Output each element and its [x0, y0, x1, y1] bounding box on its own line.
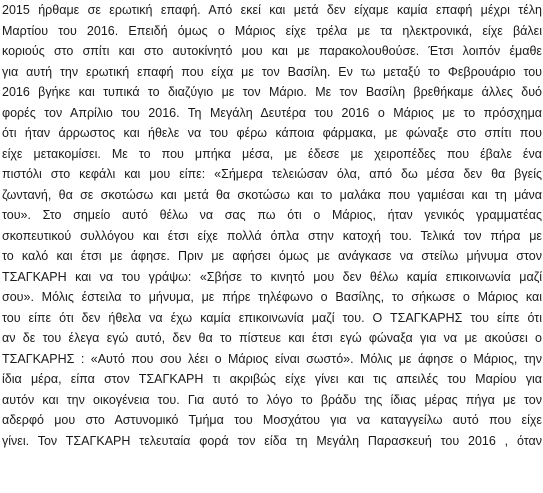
text-line-4: για αυτή την ερωτική επαφή που είχα με τον Βασίλη. Εν τω μεταξύ το Φεβρουάριο του: [2, 64, 542, 79]
text-line-3: κοριούς στο σπίτι και στο αυτοκίνητό μου και με παρακολουθούσε. Έτσι λοιπόν έμαθε: [2, 44, 542, 58]
text-line-20: αυτόν και την οικογένεια του. Για αυτό το λόγο το βράδυ της ίδιας μέρας πήγα με τον: [2, 392, 542, 407]
text-line-6: φορές τον Απρίλιο του 2016. Τη Μεγάλη Δευτέρα του 2016 ο Μάριος με το πρόσχημα: [2, 105, 542, 120]
document-body: [2, 0, 542, 451]
text-line-1: 2015 ήρθαμε σε ερωτική επαφή. Από εκεί και μετά δεν είχαμε καμία επαφή μέχρι τέλη: [2, 3, 542, 17]
text-line-18: ΤΣΑΓΚΑΡΗΣ : «Αυτό που σου λέει ο Μάριος είναι σωστό». Μόλις με άφησε ο Μάριος, την: [2, 351, 542, 366]
text-line-2: Μαρτίου του 2016. Επειδή όμως ο Μάριος είχε τρέλα με τα ηλεκτρονικά, είχε βάλει: [2, 23, 542, 38]
text-line-16: του είπε ότι δεν ήθελα να έχω καμία επικοινωνία μαζί του. Ο ΤΣΑΓΚΑΡΗΣ του είπε ότι: [2, 310, 542, 325]
text-line-9: πιστόλι στο κεφάλι και μου είπε: «Σήμερα τελειώσαν όλα, από δω μέσα δεν θα βγείς: [2, 167, 542, 181]
text-line-22: γίνει. Τον ΤΣΑΓΚΑΡΗ τελευταία φορά τον είδα τη Μεγάλη Παρασκευή του 2016 , όταν: [2, 433, 542, 448]
text-line-7: ότι ήταν άρρωστος και ήθελε να του φέρω κάποια φάρμακα, με φώναξε στο σπίτι που: [2, 126, 542, 140]
text-line-5: 2016 βγήκε και τυπικά το διαζύγιο με τον Μάριο. Με τον Βασίλη βρεθήκαμε άλλες δυό: [2, 85, 542, 99]
text-line-14: ΤΣΑΓΚΑΡΗ και να του γράψω: «Σβήσε το κινητό μου δεν θέλω καμία επικοινωνία μαζί: [2, 269, 542, 284]
text-line-10: ζωντανή, θα σε σκοτώσω και μετά θα σκοτώσω και το μαλάκα που γαμιέσαι και τη μάνα: [2, 187, 542, 202]
text-line-11: του». Στο σημείο αυτό θέλω να σας πω ότι ο Μάριος, ήταν γενικός γραμματέας: [2, 208, 542, 222]
text-line-8: είχε μετακομίσει. Με το που μπήκα μέσα, με έδεσε με χειροπέδες που έβαλε ένα: [2, 146, 542, 161]
text-line-12: σκοπευτικού συλλόγου και έτσι είχε πολλά όπλα στην κατοχή του. Τελικά τον πήρα με: [2, 228, 542, 243]
text-line-17: αν δε του έλεγα εγώ αυτό, δεν θα το πίστευε και έτσι εγώ φώναξα για να με ακούσει ο: [2, 331, 542, 345]
text-line-13: το καλό και έτσι με άφησε. Πριν με αφήσει όμως με ανάγκασε να στείλω μήνυμα στον: [2, 249, 542, 263]
text-line-21: αδερφό μου στο Αστυνομικό Τμήμα του Μοσχάτου για να καταγγείλω αυτό που είχε: [2, 413, 542, 427]
text-line-15: σου». Μόλις έστειλα το μήνυμα, με πήρε τηλέφωνο ο Βασίλης, το σήκωσε ο Μάριος και: [2, 290, 542, 304]
text-line-19: ίδια μέρα, είπα στον ΤΣΑΓΚΑΡΗ τι ακριβώς είχε γίνει και τις απειλές του Μαρίου για: [2, 372, 542, 386]
